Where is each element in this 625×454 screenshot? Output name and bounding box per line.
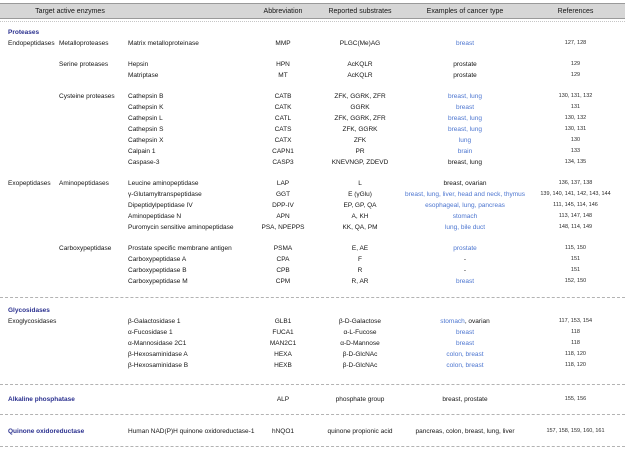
cell-substrates: α-L-Fucose xyxy=(343,329,377,336)
cell-substrates: KK, QA, PM xyxy=(342,224,378,231)
cell-abbreviation: CPM xyxy=(275,278,291,285)
cell-enzyme-name: Matrix metalloproteinase xyxy=(128,40,199,47)
table-row xyxy=(0,360,625,371)
cell-enzyme-name: β-Hexosaminidase A xyxy=(128,351,188,358)
cell-classification xyxy=(0,265,58,276)
cell-substrates: F xyxy=(358,256,362,263)
cell-references: 127, 128 xyxy=(564,40,587,46)
cell-substrates: quinone propionic acid xyxy=(327,428,393,435)
cell-cancer-types xyxy=(404,276,526,287)
cell-substrates: GGRK xyxy=(350,104,370,111)
row-gap xyxy=(0,233,625,243)
cell-references: 118 xyxy=(571,340,580,346)
cell-references: 129 xyxy=(570,61,581,67)
cancer-type-text: breast xyxy=(455,104,475,111)
cancer-type-text: breast xyxy=(455,40,475,47)
cell-abbreviation: CATB xyxy=(274,93,292,100)
cell-enzyme-name: α-Mannosidase 2C1 xyxy=(128,340,187,347)
cell-cancer-types xyxy=(404,394,526,405)
cell-classification xyxy=(0,211,58,222)
cancer-type-text: brain xyxy=(457,148,473,155)
cell-subclass: Metalloproteases xyxy=(59,40,109,47)
cancer-type-text: esophageal, lung, pancreas xyxy=(425,202,505,209)
cell-classification xyxy=(0,327,58,338)
cell-classification xyxy=(0,70,58,81)
cell-abbreviation: CATS xyxy=(274,126,292,133)
cell-subclass xyxy=(58,157,127,168)
cell-cancer-types xyxy=(404,265,526,276)
row-gap xyxy=(0,49,625,59)
cell-cancer-types xyxy=(404,113,526,124)
cell-cancer-types xyxy=(404,211,526,222)
table-row xyxy=(0,338,625,349)
table-row xyxy=(0,426,625,437)
cell-classification xyxy=(0,338,58,349)
cell-references: 139, 140, 141, 142, 143, 144 xyxy=(540,191,611,197)
cell-subclass xyxy=(58,327,127,338)
cell-classification xyxy=(0,200,58,211)
cell-cancer-types xyxy=(404,70,526,81)
table-row xyxy=(0,394,625,405)
cell-substrates: β-D-GlcNAc xyxy=(342,351,378,358)
cell-subclass xyxy=(58,349,127,360)
cell-classification: Exopeptidases xyxy=(8,180,51,187)
cell-classification: Endopeptidases xyxy=(8,40,55,47)
cell-references: 130 xyxy=(570,137,581,143)
cell-substrates: KNEVNGP, ZDEVD xyxy=(331,159,389,166)
cell-classification xyxy=(0,222,58,233)
table-row xyxy=(0,91,625,102)
cancer-type-text: pancreas, colon, breast, lung, liver xyxy=(415,428,515,435)
cell-subclass xyxy=(58,222,127,233)
cell-abbreviation: MT xyxy=(278,72,288,79)
cell-references: 130, 131 xyxy=(564,126,587,132)
cancer-type-text: lung, bile duct xyxy=(444,224,486,231)
cell-subclass xyxy=(58,254,127,265)
cancer-type-text: - xyxy=(463,267,467,274)
cancer-type-text: breast xyxy=(455,278,475,285)
cancer-type-text: , ovarian xyxy=(464,318,490,325)
cell-classification xyxy=(0,113,58,124)
cell-abbreviation: CASP3 xyxy=(272,159,294,166)
cancer-type-text: prostate xyxy=(453,61,477,68)
cell-substrates: E, AE xyxy=(351,245,369,252)
cancer-type-text: breast xyxy=(455,340,475,347)
cell-classification xyxy=(0,360,58,371)
cell-cancer-types xyxy=(404,91,526,102)
cell-abbreviation: DPP-IV xyxy=(272,202,294,209)
cell-classification xyxy=(0,157,58,168)
cell-abbreviation: GLB1 xyxy=(274,318,292,325)
cell-references: 117, 153, 154 xyxy=(558,318,593,324)
cell-classification: Quinone oxidoreductase xyxy=(8,428,85,435)
table-row xyxy=(0,135,625,146)
cell-subclass: Aminopeptidases xyxy=(59,180,109,187)
cell-classification xyxy=(0,276,58,287)
cell-subclass xyxy=(58,135,127,146)
table-row xyxy=(0,200,625,211)
cell-enzyme-name: Calpain 1 xyxy=(128,148,156,155)
cell-enzyme-name xyxy=(127,394,250,405)
cell-references: 115, 150 xyxy=(564,245,586,251)
cell-classification xyxy=(0,102,58,113)
cell-abbreviation: hNQO1 xyxy=(271,428,295,435)
cell-abbreviation: GGT xyxy=(275,191,291,198)
cell-substrates: β-D-GlcNAc xyxy=(342,362,378,369)
cell-references: 131 xyxy=(570,104,581,110)
cell-abbreviation: HEXA xyxy=(274,351,292,358)
cell-substrates: β-D-Galactose xyxy=(338,318,382,325)
table-row xyxy=(0,222,625,233)
table-row xyxy=(0,349,625,360)
cell-enzyme-name: Puromycin sensitive aminopeptidase xyxy=(128,224,234,231)
cell-abbreviation: FUCA1 xyxy=(272,329,294,336)
cell-abbreviation: PSA, NPEPPS xyxy=(261,224,305,231)
table-row xyxy=(0,157,625,168)
cell-enzyme-name: Caspase-3 xyxy=(128,159,160,166)
cancer-type-text: breast, lung xyxy=(448,115,482,122)
cell-subclass xyxy=(58,276,127,287)
cell-substrates: ZFK, GGRK, ZFR xyxy=(334,93,386,100)
cell-references: 151 xyxy=(570,267,581,273)
row-gap xyxy=(0,168,625,178)
cell-references: 136, 137, 138 xyxy=(558,180,593,186)
cell-abbreviation: MMP xyxy=(275,40,291,47)
cell-references: 118 xyxy=(571,329,580,335)
section-divider xyxy=(0,297,625,298)
cell-substrates: R, AR xyxy=(351,278,369,285)
table-row xyxy=(0,316,625,327)
table-row xyxy=(0,146,625,157)
cell-subclass xyxy=(58,189,127,200)
cell-abbreviation: CPA xyxy=(276,256,290,263)
cell-cancer-types xyxy=(404,254,526,265)
cell-cancer-types xyxy=(404,316,526,327)
header-references: References xyxy=(557,7,594,15)
cell-cancer-types xyxy=(404,135,526,146)
cell-enzyme-name: Cathepsin X xyxy=(128,137,164,144)
table-row xyxy=(0,124,625,135)
cell-cancer-types xyxy=(404,360,526,371)
cell-classification xyxy=(0,59,58,70)
cell-references: 157, 158, 159, 160, 161 xyxy=(546,428,605,434)
cancer-type-text: breast, lung xyxy=(448,93,482,100)
cell-references: 118, 120 xyxy=(564,362,586,368)
table-header-row xyxy=(0,3,625,19)
table-row xyxy=(0,70,625,81)
cell-cancer-types xyxy=(404,200,526,211)
cell-abbreviation: HEXB xyxy=(274,362,292,369)
cell-cancer-types xyxy=(404,102,526,113)
cell-abbreviation: CPB xyxy=(276,267,290,274)
cell-enzyme-name: γ-Glutamyltranspeptidase xyxy=(128,191,202,198)
cell-subclass xyxy=(58,265,127,276)
cancer-type-text: prostate xyxy=(453,245,477,252)
table-row xyxy=(0,265,625,276)
cancer-type-text: colon, breast xyxy=(446,362,484,369)
cancer-type-text: breast, lung xyxy=(448,126,482,133)
cell-subclass xyxy=(58,338,127,349)
table-row xyxy=(0,327,625,338)
cell-cancer-types xyxy=(404,243,526,254)
cell-substrates: ZFK, GGRK xyxy=(342,126,378,133)
cell-cancer-types xyxy=(404,178,526,189)
cell-cancer-types xyxy=(404,426,526,437)
cell-references: 129 xyxy=(570,72,581,78)
cancer-type-text: breast, lung, liver, head and neck, thymus xyxy=(405,191,525,198)
table-row xyxy=(0,113,625,124)
cell-references: 133 xyxy=(570,148,581,154)
cell-cancer-types xyxy=(404,327,526,338)
cell-classification xyxy=(0,254,58,265)
row-gap xyxy=(0,81,625,91)
cell-abbreviation: CATK xyxy=(274,104,292,111)
cell-substrates: PR xyxy=(355,148,365,155)
cell-substrates: ZFK xyxy=(353,137,367,144)
cell-subclass xyxy=(58,211,127,222)
cell-enzyme-name: Matriptase xyxy=(128,72,159,79)
cell-subclass xyxy=(58,146,127,157)
cell-classification: Exoglycosidases xyxy=(8,318,57,325)
section-title: Glycosidases xyxy=(8,307,50,314)
cell-enzyme-name: Cathepsin K xyxy=(128,104,164,111)
table-row xyxy=(0,276,625,287)
table-row xyxy=(0,178,625,189)
table-row xyxy=(0,38,625,49)
cancer-type-text: breast, lung xyxy=(448,159,482,166)
cell-enzyme-name: Leucine aminopeptidase xyxy=(128,180,199,187)
cell-enzyme-name: Carboxypeptidase A xyxy=(128,256,187,263)
cell-substrates: L xyxy=(358,180,362,187)
cancer-type-text: stomach xyxy=(452,213,478,220)
cell-enzyme-name: Human NAD(P)H quinone oxidoreductase-1 xyxy=(128,428,255,435)
cancer-type-text: lung xyxy=(458,137,472,144)
cell-cancer-types xyxy=(404,338,526,349)
cell-references: 113, 147, 148 xyxy=(558,213,593,219)
cell-cancer-types xyxy=(404,157,526,168)
cancer-type-text: colon, breast xyxy=(446,351,484,358)
table-row xyxy=(0,211,625,222)
cell-cancer-types xyxy=(404,124,526,135)
cell-abbreviation: CATL xyxy=(274,115,292,122)
cell-substrates: AcKQLR xyxy=(347,61,373,68)
cell-enzyme-name: α-Fucosidase 1 xyxy=(128,329,173,336)
cell-enzyme-name: β-Galactosidase 1 xyxy=(128,318,181,325)
cell-subclass xyxy=(58,360,127,371)
cancer-type-text: - xyxy=(463,256,467,263)
cell-subclass: Cysteine proteases xyxy=(59,93,115,100)
header-underline xyxy=(0,21,625,22)
cell-references: 130, 132 xyxy=(564,115,587,121)
section-divider xyxy=(0,414,625,415)
cell-substrates: PLGC(Me)AG xyxy=(339,40,381,47)
cancer-type-text: breast, prostate xyxy=(442,396,488,403)
cell-enzyme-name: Aminopeptidase N xyxy=(128,213,182,220)
cell-substrates: EP, GP, QA xyxy=(343,202,377,209)
cell-references: 130, 131, 132 xyxy=(558,93,593,99)
cell-substrates: E (γGlu) xyxy=(348,191,372,198)
cell-abbreviation: APN xyxy=(276,213,290,220)
cell-abbreviation: CAPN1 xyxy=(272,148,294,155)
cell-references: 134, 135 xyxy=(564,159,587,165)
table-bottom-rule xyxy=(0,446,625,447)
cell-references: 151 xyxy=(570,256,581,262)
cell-enzyme-name: Carboxypeptidase M xyxy=(128,278,188,285)
cell-enzyme-name: Prostate specific membrane antigen xyxy=(128,245,232,252)
cell-substrates: ZFK, GGRK, ZFR xyxy=(334,115,386,122)
cell-substrates: α-D-Mannose xyxy=(340,340,380,347)
section-0 xyxy=(0,27,625,287)
cancer-type-text: stomach xyxy=(440,318,465,325)
cell-classification: Alkaline phosphatase xyxy=(8,396,75,403)
cell-references: 152, 150 xyxy=(564,278,587,284)
cell-enzyme-name: Cathepsin L xyxy=(128,115,163,122)
cancer-type-text: breast, ovarian xyxy=(443,180,487,187)
enzyme-table xyxy=(0,3,625,454)
cell-subclass: Carboxypeptidase xyxy=(59,245,112,252)
cell-substrates: phosphate group xyxy=(335,396,385,403)
enzyme-table-body xyxy=(0,27,625,447)
cell-substrates: A, KH xyxy=(351,213,369,220)
cell-classification xyxy=(0,146,58,157)
cell-subclass xyxy=(58,124,127,135)
header-target-active-enzymes: Target active enzymes xyxy=(35,7,105,15)
cell-abbreviation: MAN2C1 xyxy=(269,340,297,347)
cell-cancer-types xyxy=(404,222,526,233)
cell-cancer-types xyxy=(404,38,526,49)
cancer-type-text: breast xyxy=(455,329,475,336)
cell-cancer-types xyxy=(404,146,526,157)
cell-enzyme-name: Hepsin xyxy=(128,61,149,68)
cell-classification xyxy=(0,243,58,254)
table-row xyxy=(0,59,625,70)
cell-classification xyxy=(0,189,58,200)
cell-classification xyxy=(0,135,58,146)
cell-substrates: AcKQLR xyxy=(347,72,373,79)
cell-enzyme-name: β-Hexosaminidase B xyxy=(128,362,189,369)
cell-references: 118, 120 xyxy=(564,351,586,357)
section-3 xyxy=(0,426,625,437)
cell-subclass xyxy=(58,200,127,211)
cell-abbreviation: CATX xyxy=(274,137,292,144)
section-2 xyxy=(0,394,625,405)
header-reported-substrates: Reported substrates xyxy=(328,7,392,15)
cell-cancer-types xyxy=(404,189,526,200)
cell-subclass xyxy=(58,102,127,113)
cell-enzyme-name: Dipeptidylpeptidase IV xyxy=(128,202,193,209)
table-row xyxy=(0,189,625,200)
table-row xyxy=(0,254,625,265)
cell-subclass xyxy=(58,316,127,327)
cell-subclass xyxy=(58,394,127,405)
table-row xyxy=(0,102,625,113)
cancer-type-text: prostate xyxy=(453,72,477,79)
cell-subclass: Serine proteases xyxy=(59,61,109,68)
section-1 xyxy=(0,305,625,371)
section-divider xyxy=(0,384,625,385)
cell-enzyme-name: Cathepsin B xyxy=(128,93,164,100)
cell-cancer-types xyxy=(404,59,526,70)
header-cancer-type: Examples of cancer type xyxy=(426,7,504,15)
header-abbreviation: Abbreviation xyxy=(263,7,303,15)
cell-enzyme-name: Cathepsin S xyxy=(128,126,164,133)
cell-subclass xyxy=(58,70,127,81)
cell-abbreviation: HPN xyxy=(276,61,290,68)
cell-cancer-types xyxy=(404,349,526,360)
cell-abbreviation: ALP xyxy=(276,396,290,403)
cell-enzyme-name: Carboxypeptidase B xyxy=(128,267,187,274)
cell-references: 111, 145, 114, 146 xyxy=(553,202,598,208)
cell-subclass xyxy=(58,426,127,437)
cell-classification xyxy=(0,91,58,102)
section-title: Proteases xyxy=(8,29,40,36)
cell-classification xyxy=(0,124,58,135)
cell-references: 155, 156 xyxy=(564,396,587,402)
cell-classification xyxy=(0,349,58,360)
table-row xyxy=(0,243,625,254)
cell-references: 148, 114, 149 xyxy=(558,224,593,230)
cell-substrates: R xyxy=(357,267,363,274)
cell-subclass xyxy=(58,113,127,124)
cell-abbreviation: LAP xyxy=(276,180,290,187)
cell-abbreviation: PSMA xyxy=(273,245,293,252)
